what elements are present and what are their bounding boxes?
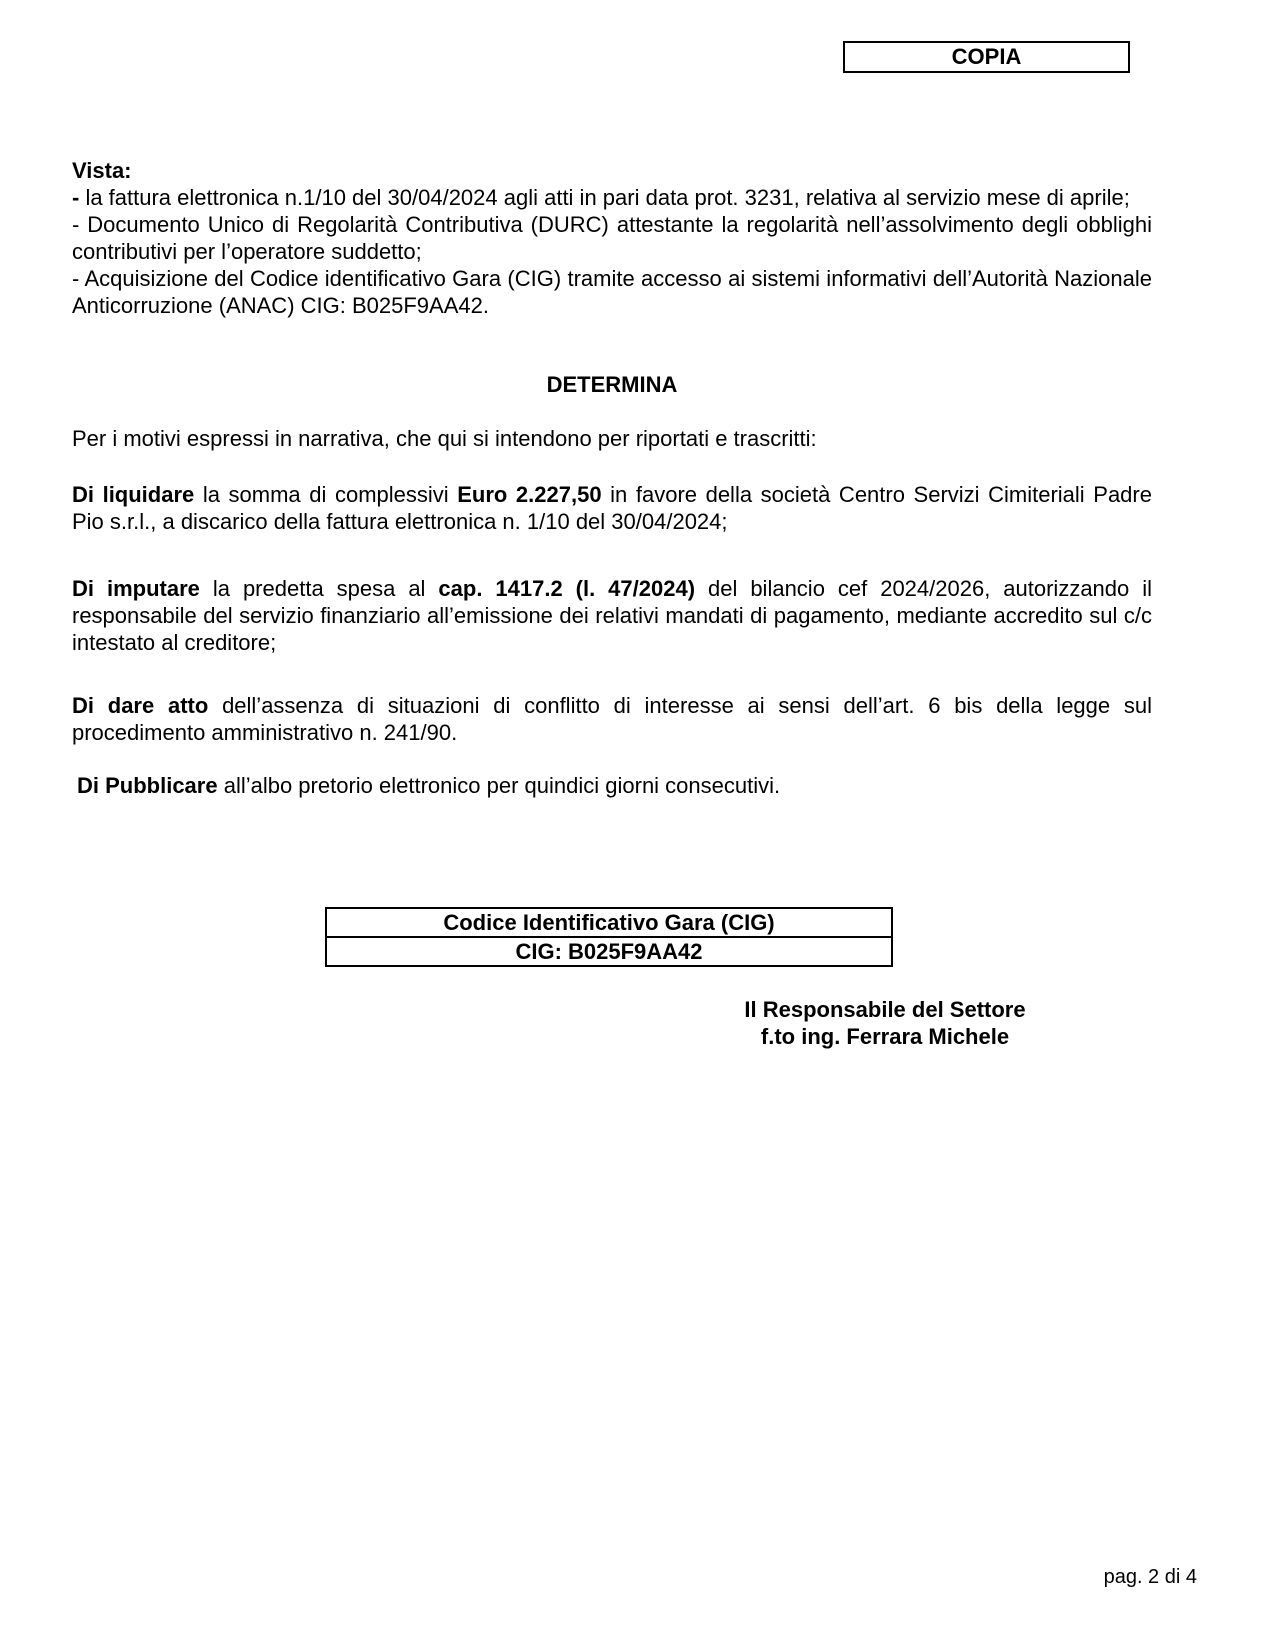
pubblicare-text: all’albo pretorio elettronico per quindici giorni consecutivi. [217,773,781,798]
copy-stamp-box [843,41,1130,73]
signature-role: Il Responsabile del Settore [744,997,1026,1022]
document-body [72,157,1152,1050]
vista-heading: Vista: [72,158,132,183]
liquidare-lead: Di liquidare [72,482,195,507]
pubblicare-paragraph [72,772,1152,799]
imputare-paragraph [72,575,1152,656]
imputare-lead: Di imputare [72,576,200,601]
signature-name: f.to ing. Ferrara Michele [760,1024,1010,1049]
determina-heading: DETERMINA [546,372,678,397]
copy-stamp-label: COPIA [951,44,1022,69]
pubblicare-lead: Di Pubblicare [77,773,218,798]
signature-block [685,996,1085,1050]
vista-item-3: - Acquisizione del Codice identificativo Gara (CIG) tramite accesso ai sistemi informativi dell’Autorità Nazionale Anticorruzione (ANAC) CIG: B025F9AA42. [72,266,1152,318]
liquidare-amount: Euro 2.227,50 [457,482,602,507]
liquidare-text-2: in favore della società Centro Servizi Cimiteriali Padre Pio s.r.l., a discarico della fattura elettronica n. 1/10 del 30/04/2024; [72,482,1152,534]
liquidare-text-1: la somma di complessivi [194,482,458,507]
dare-atto-text: dell’assenza di situazioni di conflitto di interesse ai sensi dell’art. 6 bis della legge sul procedimento amministrativo n. 241/90. [72,693,1153,745]
dare-atto-paragraph [72,692,1152,746]
vista-item-2: - Documento Unico di Regolarità Contributiva (DURC) attestante la regolarità nell’assolvimento degli obblighi contributivi per l’operatore suddetto; [72,212,1152,264]
vista-item-1 [72,184,1152,211]
cig-table [325,907,893,967]
imputare-text-2: del bilancio cef 2024/2026, autorizzando il responsabile del servizio finanziario all’emissione dei relativi mandati di pagamento, mediante accredito sul c/c intestato al creditore; [72,576,1152,655]
dare-atto-lead: Di dare atto [72,693,209,718]
vista-item-1-text: la fattura elettronica n.1/10 del 30/04/2024 agli atti in pari data prot. 3231, relativa al servizio mese di aprile; [79,185,1130,210]
imputare-text-1: la predetta spesa al [199,576,439,601]
page-number: pag. 2 di 4 [1103,1566,1197,1588]
liquidare-paragraph [72,481,1152,535]
vista-item-1-dash: - [72,185,80,210]
imputare-chapter: cap. 1417.2 (l. 47/2024) [438,576,696,601]
intro-paragraph: Per i motivi espressi in narrativa, che qui si intendono per riportati e trascritti: [72,426,817,451]
cig-table-header: Codice Identificativo Gara (CIG) [325,907,893,938]
cig-table-value: CIG: B025F9AA42 [325,936,893,967]
